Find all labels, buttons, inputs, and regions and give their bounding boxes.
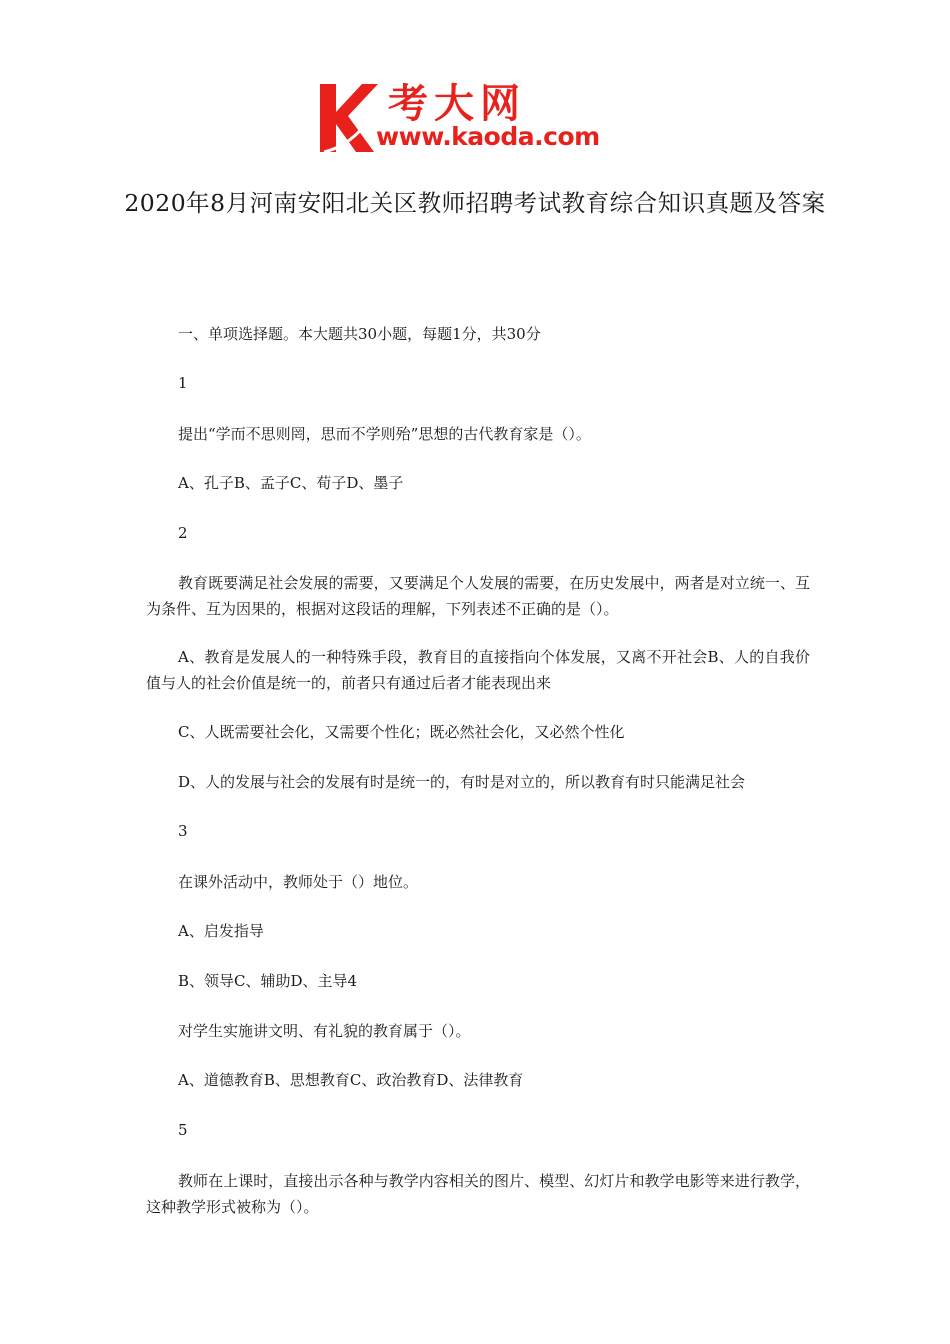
question-text: 教育既要满足社会发展的需要，又要满足个人发展的需要，在历史发展中，两者是对立统一、互为条件、互为因果的，根据对这段话的理解，下列表述不正确的是（）。 [146, 574, 810, 618]
answer-options: A、孔子B、孟子C、荀子D、墨子 [178, 474, 404, 492]
question-text: 提出“学而不思则罔，思而不学则殆”思想的古代教育家是（）。 [178, 425, 591, 443]
kaoda-logo [318, 78, 640, 160]
answer-option: C、人既需要社会化，又需要个性化；既必然社会化，又必然个性化 [178, 723, 625, 741]
answer-option: D、人的发展与社会的发展有时是统一的，有时是对立的，所以教育有时只能满足社会 [178, 773, 746, 791]
question-text: 对学生实施讲文明、有礼貌的教育属于（）。 [178, 1022, 471, 1040]
logo-brand-text: 考大网 [388, 81, 526, 127]
answer-option: A、教育是发展人的一种特殊手段，教育目的直接指向个体发展，又离不开社会B、人的自我价值与人的社会价值是统一的，前者只有通过后者才能表现出来 [146, 648, 810, 692]
answer-options: B、领导C、辅助D、主导4 [178, 972, 358, 990]
k-logo-mark-icon [318, 82, 380, 154]
question-text: 教师在上课时，直接出示各种与教学内容相关的图片、模型、幻灯片和教学电影等来进行教学，这种教学形式被称为（）。 [146, 1172, 810, 1216]
section-heading: 一、单项选择题。本大题共30小题，每题1分，共30分 [178, 325, 541, 343]
answer-options: A、道德教育B、思想教育C、政治教育D、法律教育 [178, 1071, 524, 1089]
answer-option: A、启发指导 [178, 922, 264, 940]
question-number: 1 [178, 374, 188, 392]
question-number: 2 [178, 524, 188, 542]
document-title: 2020年8月河南安阳北关区教师招聘考试教育综合知识真题及答案 [124, 189, 826, 217]
question-number: 3 [178, 822, 188, 840]
question-text: 在课外活动中，教师处于（）地位。 [178, 873, 419, 891]
logo-url-text: www.kaoda.com [376, 122, 600, 151]
question-number: 5 [178, 1121, 188, 1139]
